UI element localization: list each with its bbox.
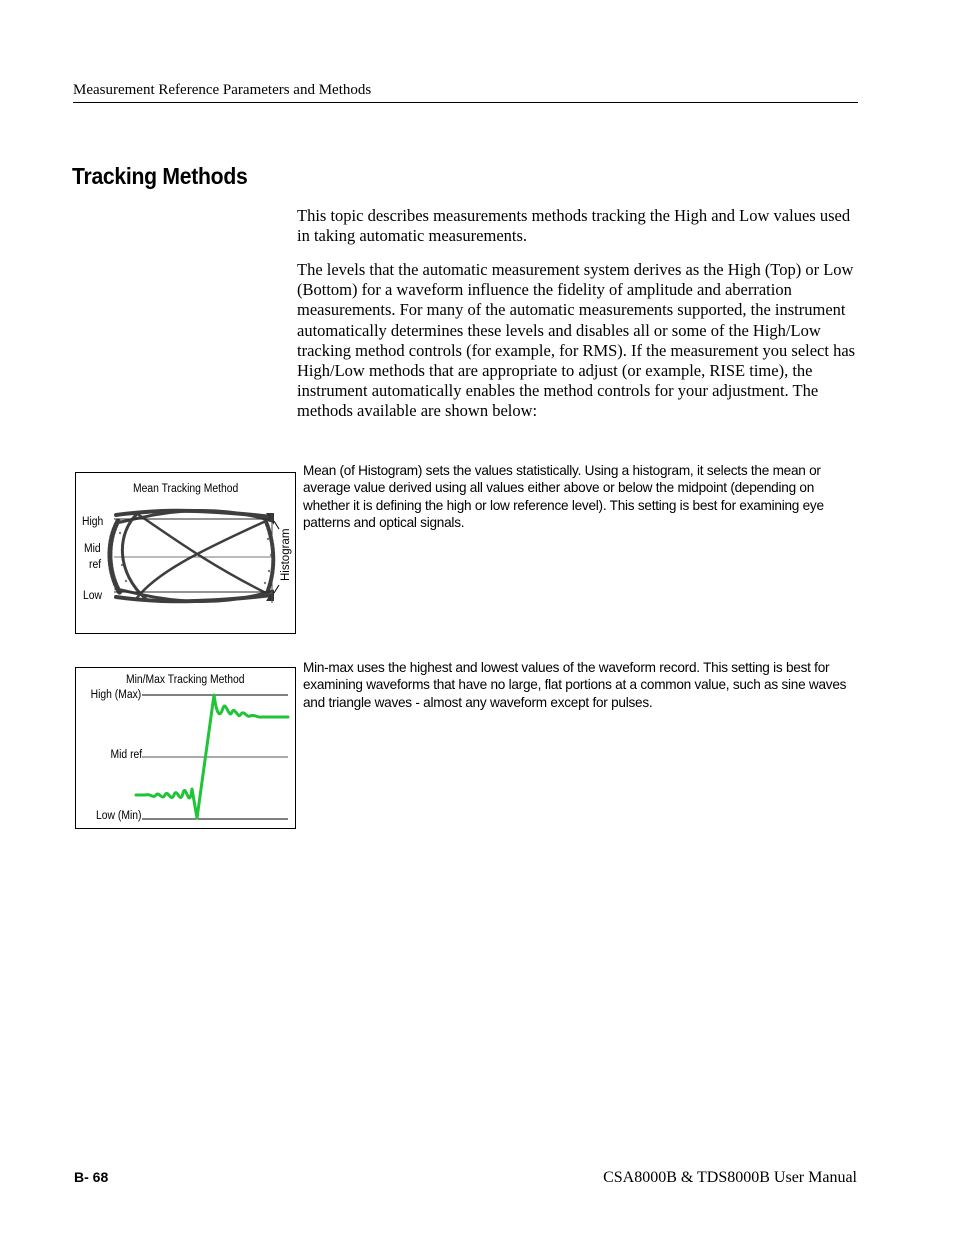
section-title: Tracking Methods	[72, 163, 248, 189]
running-header: Measurement Reference Parameters and Methods	[73, 82, 372, 98]
mean-method-description: Mean (of Histogram) sets the values statistically. Using a histogram, it selects the mean or average value derived using all values either above or below the midpoint (depending on whether it is defining the high or low reference level). This setting is best for examining eye patterns and optical signals.	[303, 463, 824, 531]
high-max-label: High (Max)	[90, 689, 141, 701]
mid-ref-label: Mid ref	[110, 749, 142, 761]
mean-figure-title: Mean Tracking Method	[133, 483, 239, 495]
eye-pattern-graphic	[76, 473, 295, 633]
levels-paragraph: The levels that the automatic measurement system derives as the High (Top) or Low (Bottom) for a waveform influence the fidelity of amplitude and aberration measurements. For many of the automatic measurements supported, the instrument automatically determines these levels and disables all or some of the High/Low tracking method controls (for example, for RMS). If the measurement you select has High/Low methods that are appropriate to adjust (or example, RISE time), the instrument automatically enables the method controls for your adjustment. The methods available are shown below:	[297, 260, 856, 421]
header-rule	[73, 102, 858, 103]
manual-title: CSA8000B & TDS8000B User Manual	[603, 1169, 857, 1186]
high-label: High	[82, 516, 104, 528]
low-label: Low	[83, 590, 102, 602]
ref-label: ref	[89, 559, 102, 571]
histogram-label: Histogram	[280, 528, 292, 581]
low-min-label: Low (Min)	[95, 810, 141, 822]
minmax-figure-title: Min/Max Tracking Method	[126, 674, 245, 686]
intro-paragraph: This topic describes measurements methods tracking the High and Low values used in taking automatic measurements.	[297, 206, 851, 246]
minmax-tracking-figure	[75, 667, 296, 829]
mean-tracking-figure	[75, 472, 296, 634]
page-number: B- 68	[74, 1169, 109, 1185]
minmax-method-description: Min-max uses the highest and lowest values of the waveform record. This setting is best for examining waveforms that have no large, flat portions at a common value, such as sine waves and triangle waves - almost any waveform except for pulses.	[303, 660, 847, 710]
mid-label: Mid	[84, 543, 101, 555]
